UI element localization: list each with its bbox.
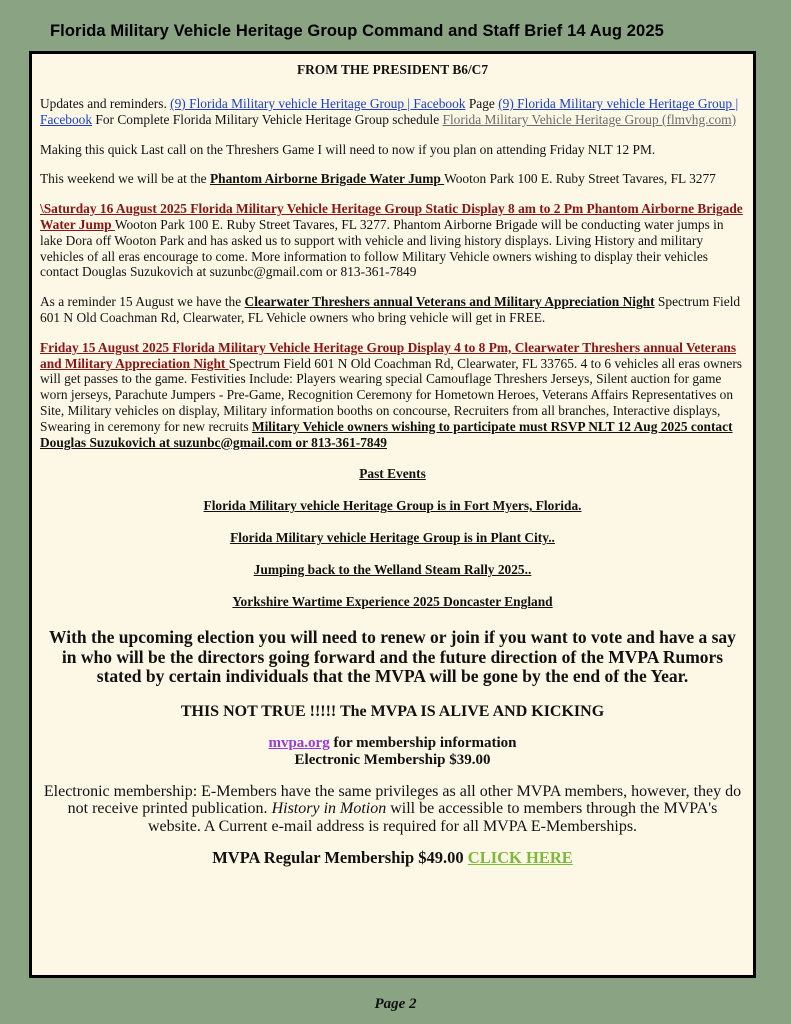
- president-brief-panel: [29, 51, 756, 978]
- weekend-event: Phantom Airborne Brigade Water Jump: [209, 171, 445, 187]
- reminder-lead: As a reminder 15 August we have the: [40, 294, 245, 310]
- electronic-membership-price: Electronic Membership $39.00: [294, 751, 491, 768]
- past-event-item[interactable]: Yorkshire Wartime Experience 2025 Doncaster England: [232, 594, 553, 610]
- regular-membership: [40, 849, 745, 867]
- reminder-rest: Spectrum Field 601 N Old Coachman Rd, Clearwater, FL Vehicle owners who bring vehicle will get in FREE.: [40, 294, 741, 325]
- click-here-link[interactable]: CLICK HERE: [467, 848, 573, 868]
- friday-event-title: Friday 15 August 2025 Florida Military Vehicle Heritage Group Display 4 to 8 Pm, Clearwater Threshers annual Veterans and Military Appreciation Night: [40, 339, 737, 371]
- emember-paragraph: [40, 783, 745, 836]
- membership-info: [40, 735, 745, 769]
- weekend-paragraph: [40, 171, 745, 187]
- friday-event-body: Spectrum Field 601 N Old Coachman Rd, Clearwater, FL 33765. 4 to 6 vehicles all eras owners will get passes to the game. Festivities Include: Players wearing special Camouflage Threshers Jerseys, Silent auction for game worn jerseys, Parachute Jumpers - Pre-Game, Recognition Ceremony for Hometown Heroes, Veterans Affairs Representatives on Site, Military vehicles on display, Military information booths on concourse, Recruiters from all branches, Interactive displays, Swearing in ceremony for new recruits: [40, 355, 743, 434]
- reminder-paragraph: [40, 294, 745, 326]
- website-link[interactable]: Florida Military Vehicle Heritage Group (flmvhg.com): [442, 111, 737, 127]
- updates-mid2: For Complete Florida Military Vehicle Heritage Group schedule: [92, 111, 443, 127]
- past-event-item[interactable]: Florida Military vehicle Heritage Group is in Fort Myers, Florida.: [203, 498, 582, 514]
- weekend-lead: This weekend we will be at the: [40, 171, 210, 187]
- last-call-paragraph: Making this quick Last call on the Threshers Game I will need to now if you plan on attending Friday NLT 12 PM.: [40, 141, 656, 157]
- past-events-title: Past Events: [359, 466, 426, 482]
- friday-event-paragraph: [40, 340, 745, 451]
- reminder-event: Clearwater Threshers annual Veterans and Military Appreciation Night: [244, 294, 655, 310]
- election-notice: With the upcoming election you will need to renew or join if you want to vote and have a say in who will be the directors going forward and the future direction of the MVPA Rumors stated by certain individuals that the MVPA will be gone by the end of the Year.: [49, 627, 736, 687]
- past-event-item[interactable]: Florida Military vehicle Heritage Group is in Plant City..: [230, 530, 555, 546]
- updates-mid: Page: [465, 96, 499, 111]
- emember-part1: Electronic membership: E-Members have the same privileges as all other MVPA members, however, they do not receive printed publication.: [43, 782, 742, 818]
- saturday-event-title: \Saturday 16 August 2025 Florida Military Vehicle Heritage Group Static Display 8 am to 2 Pm Phantom Airborne Brigade Water Jump: [40, 201, 743, 232]
- past-event-item[interactable]: Jumping back to the Welland Steam Rally 2025..: [253, 562, 532, 578]
- emember-part2: will be accessible to members through the MVPA's website. A Current e-mail address is required for all MVPA E-Memberships.: [147, 800, 718, 835]
- section-heading: FROM THE PRESIDENT B6/C7: [296, 62, 489, 77]
- facebook-link-1[interactable]: (9) Florida Military vehicle Heritage Group | Facebook: [170, 96, 466, 111]
- mvpa-link[interactable]: mvpa.org: [268, 734, 330, 751]
- saturday-event-body: Wooton Park 100 E. Ruby Street Tavares, FL 3277. Phantom Airborne Brigade will be conducting water jumps in lake Dora off Wooton Park and has asked us to support with vehicle and living history displays. Living History and military vehicles of all eras encourage to come. More information to follow Military Vehicle owners wishing to display their vehicles contact Douglas Suzukovich at suzunbc@gmail.com or 813-361-7849: [40, 216, 724, 280]
- membership-info-text: for membership information: [329, 734, 517, 751]
- facebook-link-2[interactable]: (9) Florida Military vehicle Heritage Group | Facebook: [40, 96, 739, 127]
- alive-statement: THIS NOT TRUE !!!!! The MVPA IS ALIVE AND KICKING: [180, 702, 605, 720]
- friday-rsvp: Military Vehicle owners wishing to participate must RSVP NLT 12 Aug 2025 contact Douglas Suzukovich at suzunbc@gmail.com or 813-361-7849: [40, 418, 733, 450]
- regular-membership-label: MVPA Regular Membership $49.00: [212, 848, 468, 868]
- updates-lead: Updates and reminders.: [40, 96, 171, 111]
- history-in-motion: History in Motion: [271, 800, 387, 818]
- page-number: Page 2: [374, 996, 417, 1012]
- weekend-rest: Wooton Park 100 E. Ruby Street Tavares, FL 3277: [444, 171, 716, 187]
- page-header-title: Florida Military Vehicle Heritage Group Command and Staff Brief 14 Aug 2025: [50, 22, 664, 40]
- updates-paragraph: [40, 96, 745, 128]
- saturday-event-paragraph: [40, 201, 745, 280]
